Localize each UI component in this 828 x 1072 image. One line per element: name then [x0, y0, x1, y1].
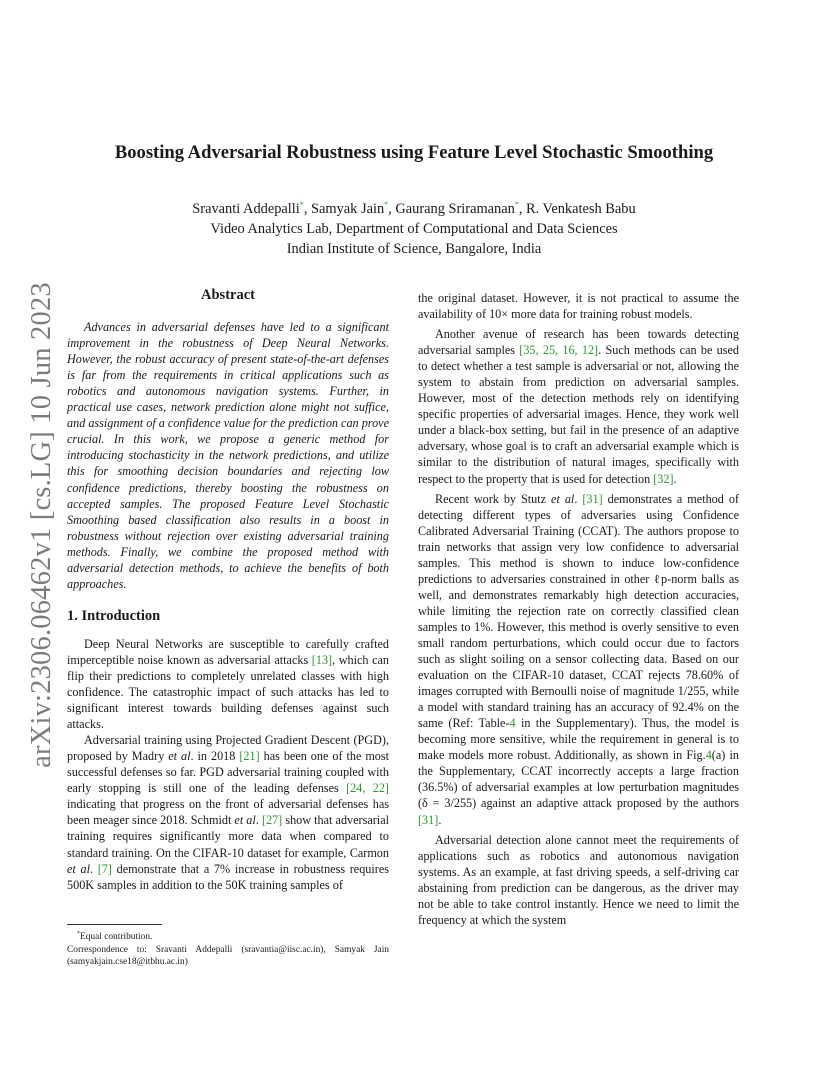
intro-paragraph-1: Deep Neural Networks are susceptible to carefully crafted imperceptible noise known as adversarial attacks [13], which can flip their predictions to completely unrelated classes with high confidence. The catastrophic impact of such attacks has led to significant interest towards building defenses against such attacks. — [67, 636, 389, 732]
paper-title: Boosting Adversarial Robustness using Feature Level Stochastic Smoothing — [114, 142, 714, 163]
abstract-text: Advances in adversarial defenses have led to a significant improvement in the robustness of Deep Neural Networks. However, the robust accuracy of present state-of-the-art defenses is far from the requirements in critical applications such as robotics and autonomous navigation systems. Further, in practical use cases, network prediction alone might not suffice, and assignment of a confidence value for the prediction can prove crucial. In this work, we propose a generic method for introducing stochasticity in the network predictions, and utilize this for smoothing decision boundaries and rejecting low confidence predictions, thereby boosting the robustness on accepted samples. The proposed Feature Level Stochastic Smoothing based classification also results in a boost in robustness without rejection over existing adversarial training methods. Finally, we combine the proposed method with adversarial detection methods, to achieve the benefits of both approaches. — [67, 320, 389, 591]
author-4: , R. Venkatesh Babu — [518, 200, 636, 217]
equal-contribution-mark: * — [514, 200, 519, 209]
equal-contribution-mark: * — [299, 200, 304, 209]
table-reference-link[interactable]: 4 — [509, 716, 516, 731]
author-1: Sravanti Addepalli — [192, 200, 300, 217]
citation-link[interactable]: [27] — [261, 813, 283, 828]
right-paragraph-1: Another avenue of research has been towards detecting adversarial samples [35, 25, 16, 12]. Such methods can be used to detect whether a test sample is adversarial or not, allowing the system to abstain from prediction on adversarial samples. However, most of the detection methods rely on identifying specific properties of adversarial images. Hence, they work well under a black-box setting, but fail in the presence of an adaptive adversary, whose goal is to craft an adversarial example which is similar to the distribution of natural images, specifically with respect to the property that is used for detection [32]. — [418, 327, 739, 486]
author-2: , Samyak Jain — [303, 200, 385, 217]
intro-paragraph-2: Adversarial training using Projected Gradient Descent (PGD), proposed by Madry et al. in 2018 [21] has been one of the most successful defenses so far. PGD adversarial training coupled with early stopping is still one of the leading defenses [24, 22] indicating that progress on the front of adversarial defenses has been meager since 2018. Schmidt et al. [27] show that adversarial training requires significantly more data when compared to standard training. On the CIFAR-10 dataset for example, Carmon et al. [7] demonstrate that a 7% increase in robustness requires 500K samples in addition to the 50K training samples of — [67, 733, 390, 892]
right-paragraph-0: the original dataset. However, it is not practical to assume the availability of 10× more data for training robust models. — [418, 291, 739, 322]
author-3: , Gaurang Sriramanan — [388, 200, 515, 217]
author-block — [60, 195, 768, 259]
figure-reference-link[interactable]: 4 — [705, 748, 712, 763]
citation-link[interactable]: [35, 25, 16, 12] — [519, 343, 599, 358]
abstract-heading: Abstract — [201, 287, 255, 303]
left-column — [67, 287, 389, 893]
citation-link[interactable]: [32] — [653, 471, 674, 486]
footnote-correspondence: Correspondence to: Sravanti Addepalli (sravantia@iisc.ac.in), Samyak Jain (samyakjain.cse18@itbhu.ac.in) — [67, 944, 389, 967]
right-column — [418, 290, 739, 928]
affiliation-line-1: Video Analytics Lab, Department of Computational and Data Sciences — [210, 220, 618, 237]
citation-link[interactable]: [21] — [239, 749, 260, 764]
citation-link[interactable]: [24, 22] — [346, 781, 389, 796]
arxiv-sidebar-stamp — [22, 282, 62, 768]
author-names — [60, 195, 768, 219]
citation-link[interactable]: [13] — [311, 652, 333, 667]
footnote-divider — [67, 924, 162, 925]
affiliation-line-2: Indian Institute of Science, Bangalore, India — [286, 240, 542, 257]
footnote-equal-contribution: *Equal contribution. — [77, 931, 153, 943]
section-heading-introduction: 1. Introduction — [67, 607, 161, 624]
arxiv-identifier: arXiv:2306.06462v1 [cs.LG] 10 Jun 2023 — [26, 282, 57, 768]
citation-link[interactable]: [31] — [418, 812, 439, 827]
citation-link[interactable]: [31] — [582, 491, 603, 506]
footnote — [67, 928, 389, 968]
right-paragraph-2: Recent work by Stutz et al. [31] demonstrates a method of detecting different types of adversaries using Confidence Calibrated Adversarial Training (CCAT). The authors propose to train networks that assign very low confidence to adversarial samples. This method is shown to induce low-confidence predictions to adversaries constrained in other ℓp-norm balls as well, and demonstrates remarkably high detection accuracies, while limiting the rejection rate on correctly classified clean samples to 1%. However, this method is overly sensitive to even small random perturbations, which could occur due to factors such as slight soiling on a sensor collecting data. Based on our evaluation on the CIFAR-10 dataset, CCAT rejects 78.60% of images corrupted with Bernoulli noise of magnitude 1/255, while a model with standard training has an accuracy of 92.4% on the same (Ref: Table-4 in the Supplementary). Thus, the model is becoming more sensitive, while the requirement in general is to make models more robust. Additionally, as shown in Fig.4(a) in the Supplementary, CCAT incorrectly accepts a large fraction (36.5%) of adversarial examples at low perturbation magnitudes (δ = 3/255) against an adaptive attack proposed by the authors [31]. — [418, 491, 740, 827]
equal-contribution-mark: * — [384, 200, 389, 209]
citation-link[interactable]: [7] — [97, 861, 112, 876]
right-paragraph-3: Adversarial detection alone cannot meet the requirements of applications such as robotics and autonomous navigation systems. As an example, at fast driving speeds, a self-driving car abstaining from prediction can be dangerous, as the driver may not be able to take control instantly. Hence we need to limit the frequency at which the system — [418, 832, 739, 927]
